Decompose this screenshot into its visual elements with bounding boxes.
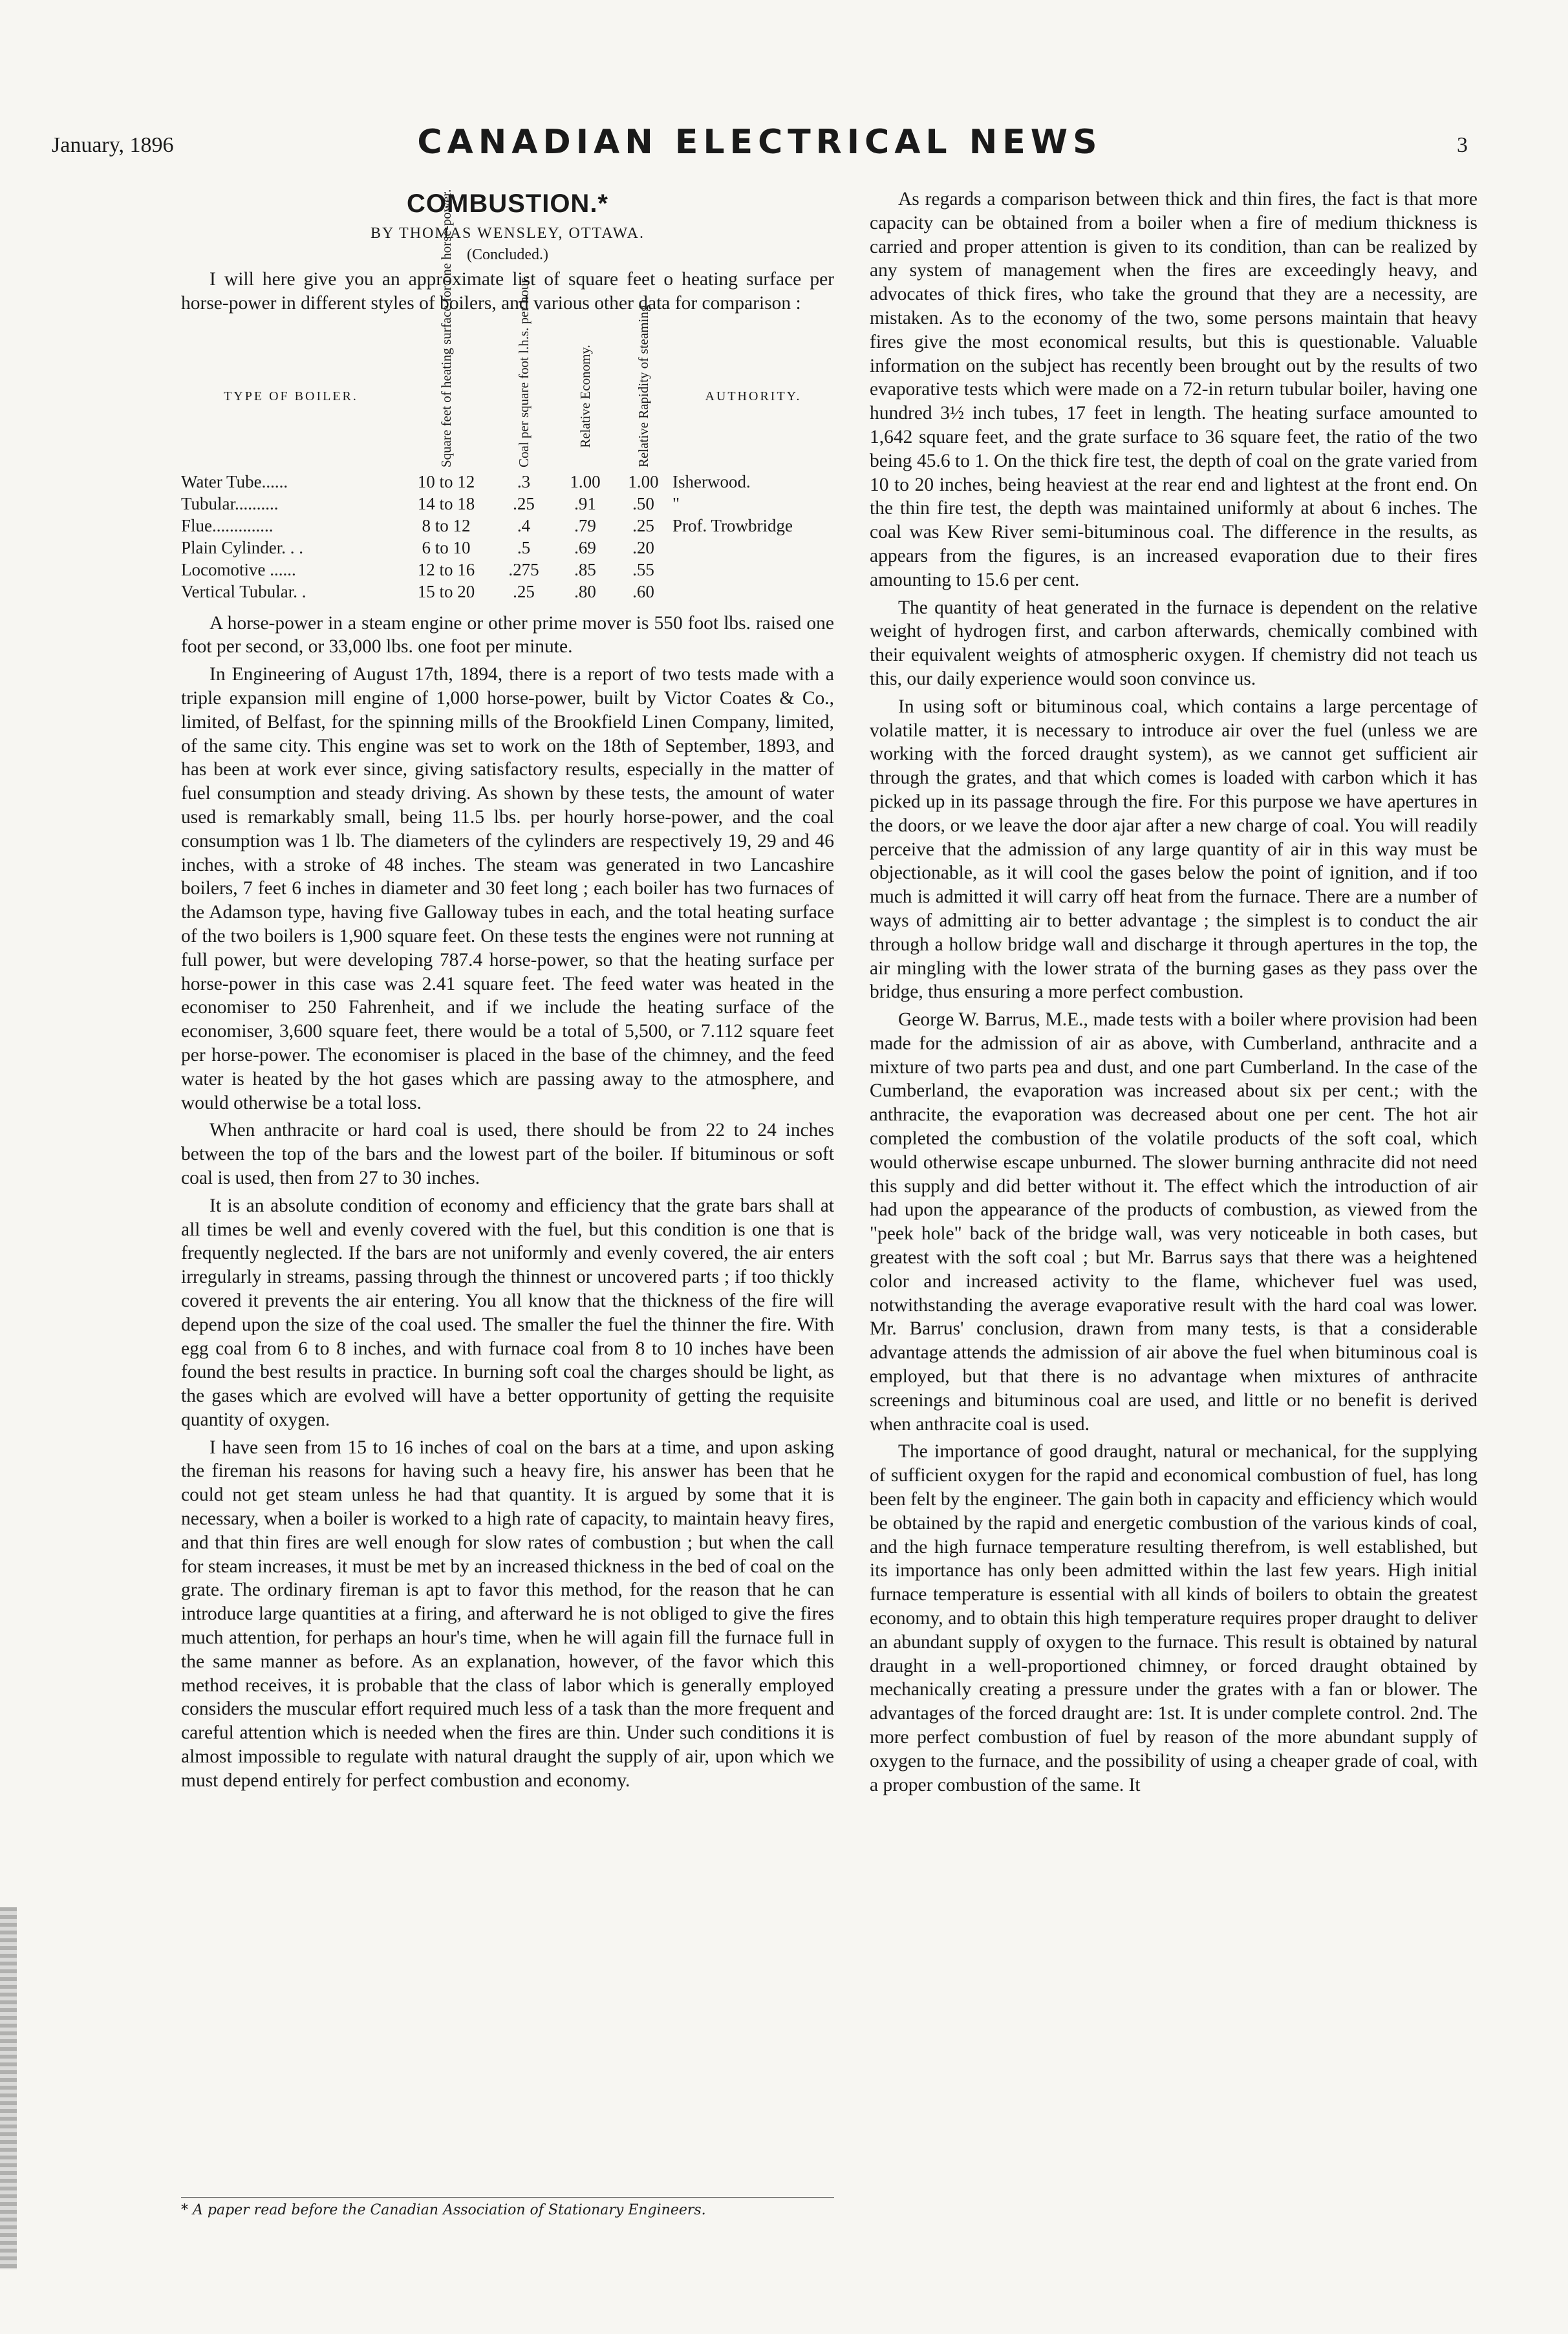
paragraph: I have seen from 15 to 16 inches of coal on the bars at a time, and upon asking the fireman his reasons for having such a heavy fire, his answer has been that he could not get steam unless he had that quantity. It is argued by some that it is necessary, when a boiler is worked to a high rate of capacity, to maintain heavy fires, and that thin fires are well enough for slow rates of combustion ; but when the call for steam increases, it must be met by an increased thickness in the bed of coal on the grate. The ordinary fireman is apt to favor this method, for the reason that he can introduce large quantities at a firing, and afterward he is not obliged to give the fires much attention, for perhaps an hour's time, when he will again fill the furnace full in the same manner as before. As an explanation, however, of the favor which this method receives, it is probable that the class of labor which is generally employed considers the muscular effort required much less of a task than the more frequent and careful attention which is needed when the fires are thin. Under such conditions it is almost impossible to regulate with natural draught the supply of air, upon which we must depend entirely for perfect combustion and economy. [181, 1437, 834, 1791]
paragraph: When anthracite or hard coal is used, there should be from 22 to 24 inches between the top of the bars and the lowest part of the boiler. If bituminous or soft coal is used, then from 27 to 30 inches. [181, 1120, 834, 1188]
paragraph: George W. Barrus, M.E., made tests with a boiler where provision had been made for the admission of air as above, with Cumberland, anthracite and a mixture of two parts pea and dust, and one part Cumberland. In the case of the Cumberland, the evaporation was increased about six per cent.; with the anthracite, the evaporation was decreased about one per cent. The hot air completed the combustion of the volatile products of the soft coal, which would otherwise escape unburned. The slower burning anthracite did not need this supply and did better without it. The effect which the introduction of air had upon the appearance of the products of combustion, as viewed from the "peek hole" back of the bridge wall, was very noticeable in both cases, but greatest with the soft coal ; but Mr. Barrus says that there was a heightened color and increased activity to the flame, whichever fuel was used, notwithstanding the average evaporative result with the hard coal was lower. Mr. Barrus' conclusion, drawn from many tests, is that a considerable advantage attends the admission of air above the fuel when bituminous coal is employed, but that there is no advantage when mixtures of anthracite screenings and bituminous coal are used, and little or no benefit is derived when anthracite coal is used. [870, 1009, 1477, 1435]
header-relative-rapidity: Relative Rapidity of steaming [636, 305, 651, 467]
article-title: COMBUSTION.* [407, 189, 608, 218]
paragraph: In Engineering of August 17th, 1894, there is a report of two tests made with a triple expansion mill engine of 1,000 horse-power, built by Victor Coates & Co., limited, of Belfast, for the spinning mills of the Brookfield Linen Company, limited, of the same city. This engine was set to work on the 18th of September, 1893, and has been at work ever since, giving satisfactory results, especially in the matter of fuel consumption and steady driving. As shown by these tests, the amount of water used is remarkably small, being 11.5 lbs. per hourly horse-power, and the coal consumption was 1 lb. The diameters of the cylinders are respectively 19, 29 and 46 inches, with a stroke of 48 inches. The steam was generated in two Lancashire boilers, 7 feet 6 inches in diameter and 30 feet long ; each boiler has two furnaces of the Adamson type, having five Galloway tubes in each, and the total heating surface of the two boilers is 1,900 square feet. On these tests the engines were not running at full power, but were developing 787.4 horse-power, so that the heating surface per horse-power in this case was 2.41 square feet. The feed water was heated in the economiser to 250 Fahrenheit, and if we include the heating surface of the economiser, 3,600 square feet, there would be a total of 5,500, or 7.112 square feet per horse-power. The economiser is placed in the base of the chimney, and the feed water is heated by the hot gases which are passing away to the atmosphere, and would otherwise be a total loss. [181, 664, 834, 1113]
cell-coal: .25 [513, 581, 535, 601]
header-coal: Coal per square foot l.h.s. per hour. [516, 275, 532, 467]
cell-relative-rapidity: .50 [632, 493, 654, 513]
paragraph: In using soft or bituminous coal, which contains a large percentage of volatile matter, it is necessary to introduce air over the fuel (unless we are working with the forced draught system), as we cannot get sufficient air through the grates, and that which comes is loaded with carbon which it has picked up in its passage through the fire. For this purpose we have apertures in the doors, or we leave the door ajar after a new charge of coal. You will readily perceive that the admission of any large quantity of air in this way must be objectionable, as it will cool the gases below the point of ignition, and if too much is admitted it will carry off heat from the furnace. There are a number of ways of admitting air to better advantage ; the simplest is to conduct the air through a hollow bridge wall and discharge it through apertures in the top, the air mingling with the lower strata of the burning gases as they pass over the bridge, thus ensuring a more perfect combustion. [870, 696, 1477, 1003]
table-row [181, 559, 834, 581]
table-row [181, 537, 834, 559]
cell-authority: Prof. Trowbridge [672, 515, 793, 535]
table-row [181, 581, 834, 603]
cell-square-feet: 15 to 20 [417, 581, 475, 601]
cell-authority: " [672, 493, 680, 513]
paragraph: It is an absolute condition of economy and efficiency that the grate bars shall at all times be well and evenly covered with the fuel, but this condition is one that is frequently neglected. If the bars are not uniformly and evenly covered, the air enters irregularly in streams, passing through the thinnest or uncovered parts ; if too thickly covered it prevents the air entering. You all know that the thickness of the fire will depend upon the size of the coal used. The smaller the fuel the thinner the fire. With egg coal from 6 to 8 inches, and with furnace coal from 8 to 10 inches have been found the best results in practice. In burning soft coal the charges should be light, as the gases which are evolved will have a better opportunity of getting the requisite quantity of oxygen. [181, 1195, 834, 1430]
header-authority: AUTHORITY. [705, 389, 802, 403]
cell-coal: .5 [517, 537, 531, 557]
cell-relative-economy: .85 [574, 559, 596, 579]
cell-type: Water Tube...... [181, 471, 288, 491]
cell-authority: Isherwood. [672, 471, 751, 491]
cell-relative-rapidity: .25 [632, 515, 654, 535]
cell-type: Vertical Tubular. . [181, 581, 306, 601]
cell-relative-economy: .80 [574, 581, 596, 601]
paragraph: A horse-power in a steam engine or other prime mover is 550 foot lbs. raised one foot per second, or 33,000 lbs. one foot per minute. [181, 612, 834, 658]
article-continued-note: (Concluded.) [467, 246, 548, 263]
cell-coal: .25 [513, 493, 535, 513]
cell-relative-rapidity: .60 [632, 581, 654, 601]
cell-square-feet: 10 to 12 [417, 471, 475, 491]
header-square-feet: Square feet of heating surface for one horse-power. [438, 189, 454, 467]
cell-relative-economy: .91 [574, 493, 596, 513]
cell-coal: .275 [508, 559, 539, 579]
page-number: 3 [1457, 133, 1468, 157]
table-row [181, 471, 834, 493]
cell-square-feet: 8 to 12 [422, 515, 471, 535]
left-column [181, 187, 834, 1793]
header-type: TYPE OF BOILER. [224, 389, 358, 403]
footnote-area [181, 2190, 834, 2220]
footnote: * A paper read before the Canadian Association of Stationary Engineers. [181, 2197, 834, 2220]
cell-authority [672, 559, 834, 581]
cell-square-feet: 14 to 18 [417, 493, 475, 513]
page-header [52, 123, 1468, 168]
article-byline: BY THOMAS WENSLEY, OTTAWA. [371, 225, 645, 242]
header-relative-economy: Relative Economy. [577, 344, 593, 448]
cell-type: Locomotive ...... [181, 559, 296, 579]
cell-relative-economy: 1.00 [570, 471, 601, 491]
cell-square-feet: 12 to 16 [417, 559, 475, 579]
cell-authority [672, 581, 834, 603]
paragraph: The importance of good draught, natural or mechanical, for the supplying of sufficient oxygen for the rapid and economical combustion of fuel, has long been felt by the engineer. The gain both in capacity and efficiency which would be obtained by the rapid and energetic combustion of the various kinds of coal, and the high furnace temperature resulting therefrom, is well established, but its importance has only been admitted within the last few years. High initial furnace temperature is essential with all kinds of boilers to obtain the greatest economy, and to obtain this high temperature requires proper draught to deliver an abundant supply of oxygen to the furnace. This result is obtained by natural draught in a well-proportioned chimney, or forced draught obtained by mechanically creating a pressure under the grates with a fan or blower. The advantages of the forced draught are: 1st. It is under complete control. 2nd. The more perfect combustion of fuel by reason of the more abundant supply of oxygen to the furnace, and the possibility of using a cheaper grade of coal, with a proper combustion of the same. It [870, 1441, 1477, 1795]
cell-relative-economy: .69 [574, 537, 596, 557]
cell-relative-rapidity: .20 [632, 537, 654, 557]
paragraph: The quantity of heat generated in the furnace is dependent on the relative weight of hydrogen first, and carbon afterwards, chemically combined with their equivalent weights of atmospheric oxygen. If chemistry did not teach us this, our daily experience would soon convince us. [870, 597, 1477, 689]
right-column [870, 187, 1477, 1797]
cell-relative-rapidity: 1.00 [628, 471, 659, 491]
issue-date: January, 1896 [52, 133, 174, 157]
table-row [181, 493, 834, 515]
publication-title: CANADIAN ELECTRICAL NEWS [417, 123, 1102, 162]
table-row [181, 515, 834, 537]
article-intro: I will here give you an approximate list of square feet o heating surface per horse-power in different styles of boilers, and various other data for comparison : [181, 269, 834, 314]
scan-edge-mark [0, 1907, 17, 2269]
cell-type: Plain Cylinder. . . [181, 537, 303, 557]
cell-type: Flue.............. [181, 515, 274, 535]
paragraph: As regards a comparison between thick and thin fires, the fact is that more capacity can be obtained from a boiler when a fire of medium thickness is carried and proper attention is given to its condition, than can be realized by any system of management when the fires are exceedingly heavy, and advocates of thick fires, who take the ground that they are a necessity, are mistaken. As to the economy of the two, some persons maintain that heavy fires give the most economical results, but this is questionable. Valuable information on the subject has recently been brought out by the results of two evaporative tests which were made on a 72-in return tubular boiler, having one hundred 3½ inch tubes, 17 feet in length. The heating surface amounted to 1,642 square feet, and the grate surface to 36 square feet, the ratio of the two being 45.6 to 1. On the thick fire test, the depth of coal on the grate varied from 10 to 20 inches, being heaviest at the rear end and lightest at the front end. On the thin fire test, the depth was maintained uniformly at about 6 inches. The coal was Kew River semi-bituminous coal. The difference in the results, as appears from the figures, is an increased evaporation due to their fires amounting to 15.6 per cent. [870, 189, 1477, 590]
cell-type: Tubular.......... [181, 493, 279, 513]
cell-coal: .3 [517, 471, 531, 491]
cell-authority [672, 537, 834, 559]
cell-relative-rapidity: .55 [632, 559, 654, 579]
cell-coal: .4 [517, 515, 531, 535]
cell-relative-economy: .79 [574, 515, 596, 535]
cell-square-feet: 6 to 10 [422, 537, 471, 557]
